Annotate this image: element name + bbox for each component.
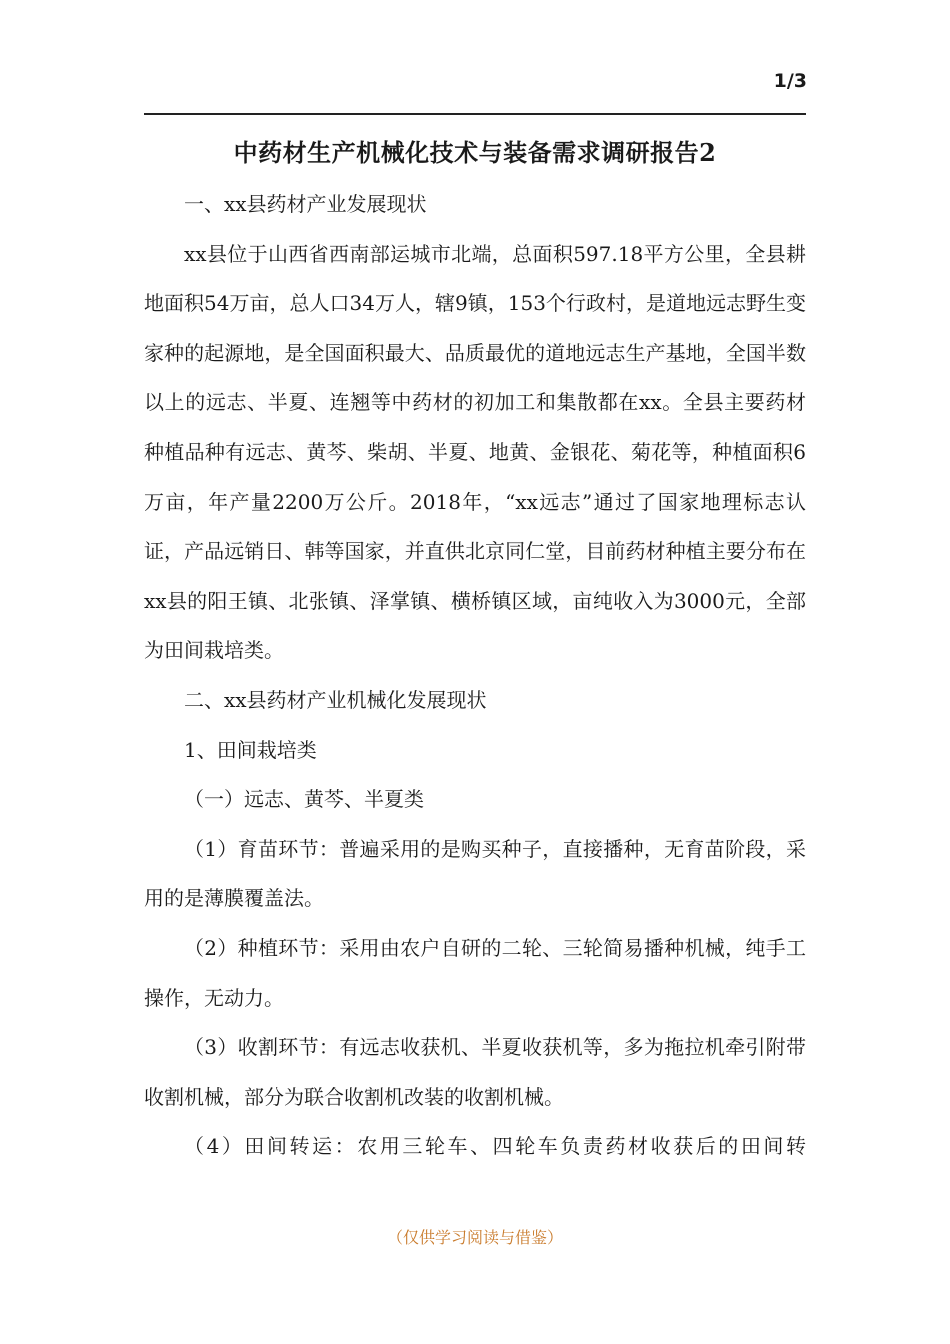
document-body xyxy=(144,180,806,1172)
document-title: 中药材生产机械化技术与装备需求调研报告2 xyxy=(233,138,717,167)
paragraph: （2）种植环节：采用由农户自研的二轮、三轮简易播种机械，纯手工操作，无动力。 xyxy=(144,935,806,1010)
subsection-heading: （一）远志、黄芩、半夏类 xyxy=(184,787,424,812)
paragraph: （4）田间转运：农用三轮车、四轮车负责药材收获后的田间转 xyxy=(184,1134,806,1159)
paragraph: （1）育苗环节：普遍采用的是购买种子，直接播种，无育苗阶段，采用的是薄膜覆盖法。 xyxy=(144,836,806,911)
section-heading: 一、xx县药材产业发展现状 xyxy=(184,192,427,216)
subsection-heading: 1、田间栽培类 xyxy=(184,737,317,762)
paragraph: xx县位于山西省西南部运城市北端，总面积597.18平方公里，全县耕地面积54万亩，总人口34万人，辖9镇，153个行政村，是道地远志野生变家种的起源地，是全国面积最大、品质最优的道地远志生产基地，全国半数以上的远志、半夏、连翘等中药材的初加工和集散都在xx。全县主要药材种植品种有远志、黄芩、柴胡、半夏、地黄、金银花、菊花等，种植面积6万亩，年产量2200万公斤。2018年，“xx远志”通过了国家地理标志认证，产品远销日、韩等国家，并直供北京同仁堂，目前药材种植主要分布在xx县的阳王镇、北张镇、泽掌镇、横桥镇区域，亩纯收入为3000元，全部为田间栽培类。 xyxy=(144,241,806,663)
footer-note: （仅供学习阅读与借鉴） xyxy=(386,1228,563,1247)
paragraph: （3）收割环节：有远志收获机、半夏收获机等，多为拖拉机牵引附带收割机械，部分为联合收割机改装的收割机械。 xyxy=(144,1035,806,1109)
page-number: 1/3 xyxy=(773,70,807,92)
section-heading: 二、xx县药材产业机械化发展现状 xyxy=(184,687,487,712)
header-divider xyxy=(144,113,806,115)
